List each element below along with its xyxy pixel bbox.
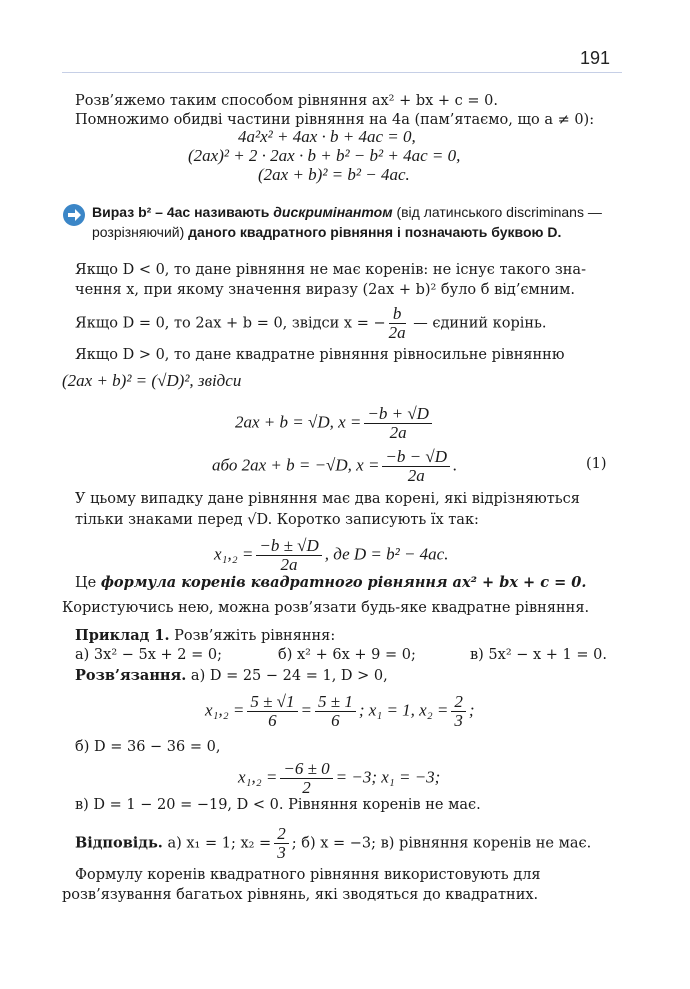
fraction-numerator: −b + √D: [364, 405, 432, 424]
equation: (2ax + b)² = (√D)², звідси: [62, 371, 242, 390]
text-line: розв’язування багатьох рівнянь, які зводяться до квадратних.: [62, 887, 539, 903]
example-a: а) 3x² − 5x + 2 = 0;: [75, 647, 222, 663]
fraction-denominator: 3: [454, 711, 463, 730]
page-number: 191: [580, 48, 611, 68]
arrow-circle-icon: [63, 204, 85, 226]
text-line: Користуючись нею, можна розв’язати будь-яке квадратне рівняння.: [62, 600, 590, 616]
fraction-denominator: 2: [302, 778, 311, 797]
fraction-denominator: 2a: [388, 323, 406, 342]
text-line: [75, 305, 547, 342]
example-title: [75, 627, 335, 645]
equation: (2ax + b)² = b² − 4ac.: [258, 165, 410, 184]
example-c: в) 5x² − x + 1 = 0.: [470, 647, 607, 663]
definition-note: (від латинського discriminans —: [392, 204, 602, 220]
equation: [238, 760, 440, 797]
fraction-denominator: 2a: [280, 555, 298, 574]
equation-part: x₁,₂ =: [238, 767, 278, 787]
definition-text: Вираз b² – 4ac називають: [92, 204, 274, 220]
fraction-denominator: 3: [277, 843, 286, 862]
text-line: чення x, при якому значення виразу (2ax + b)² було б від’ємним.: [75, 282, 576, 298]
example-label: Приклад 1.: [75, 627, 170, 644]
fraction-denominator: 2a: [407, 466, 425, 485]
answer-line: [75, 825, 591, 862]
equation: 4a²x² + 4ax · b + 4ac = 0,: [238, 127, 416, 146]
equation-part: = −3; x₁ = −3;: [335, 767, 441, 787]
fraction-numerator: −6 ± 0: [280, 760, 332, 779]
equation-part: x₁,₂ =: [214, 544, 254, 564]
solution-line: б) D = 36 − 36 = 0,: [75, 739, 221, 755]
equation: [214, 537, 448, 574]
equation-part: ; x₁ = 1, x₂ =: [358, 700, 449, 720]
text-line: тільки знаками перед √D. Коротко записують їх так:: [75, 512, 479, 528]
definition-note: розрізняючий): [92, 224, 189, 240]
fraction-numerator: −b ± √D: [256, 537, 321, 556]
text-line: У цьому випадку дане рівняння має два корені, які відрізняються: [75, 491, 580, 507]
definition-text: даного квадратного рівняння і позначають буквою D.: [188, 224, 562, 240]
fraction-numerator: b: [389, 305, 406, 324]
fraction-numerator: 5 ± √1: [247, 693, 297, 712]
fraction-numerator: 2: [274, 825, 289, 844]
equation-part: або 2ax + b = −√D, x =: [212, 455, 380, 475]
equation-part: , де D = b² − 4ac.: [324, 544, 449, 564]
answer-text: ; б) x = −3; в) рівняння коренів не має.: [291, 835, 592, 852]
text-line: Розв’яжемо таким способом рівняння ax² + bx + c = 0.: [75, 93, 498, 109]
text-part: — єдиний корінь.: [408, 315, 547, 332]
fraction-numerator: 2: [451, 693, 466, 712]
equation: (2ax)² + 2 · 2ax · b + b² − b² + 4ac = 0,: [188, 146, 461, 165]
solution-label: Розв’язання.: [75, 667, 187, 684]
equation-part: =: [300, 700, 312, 720]
formula-name: формула коренів квадратного рівняння ax² + bx + c = 0.: [100, 574, 587, 591]
equation-part: .: [452, 455, 458, 475]
fraction-denominator: 6: [268, 711, 277, 730]
answer-text: а) x₁ = 1; x₂ =: [162, 835, 272, 852]
header-rule: [62, 72, 622, 73]
fraction-denominator: 6: [331, 711, 340, 730]
text-line: Якщо D < 0, то дане рівняння не має коренів: не існує такого зна-: [75, 262, 586, 278]
text-line: Якщо D > 0, то дане квадратне рівняння рівносильне рівнянню: [75, 347, 565, 363]
answer-label: Відповідь.: [75, 834, 163, 852]
solution-text: а) D = 25 − 24 = 1, D > 0,: [186, 668, 388, 684]
equation: [205, 693, 475, 730]
fraction-denominator: 2a: [389, 423, 407, 442]
text-line: Помножимо обидві частини рівняння на 4a (пам’ятаємо, що a ≠ 0):: [75, 112, 595, 128]
definition-line-2: [92, 223, 561, 241]
fraction-numerator: 5 ± 1: [315, 693, 356, 712]
equation-label: (1): [586, 456, 607, 472]
text-part: Це: [75, 575, 101, 591]
solution-line: [75, 667, 388, 685]
text-line: Формулу коренів квадратного рівняння використовують для: [75, 867, 541, 883]
solution-line: в) D = 1 − 20 = −19, D < 0. Рівняння коренів не має.: [75, 797, 481, 813]
equation-part: 2ax + b = √D, x =: [235, 412, 362, 432]
equation: [235, 405, 435, 442]
text-line: [75, 574, 586, 592]
example-text: Розв’яжіть рівняння:: [169, 628, 336, 644]
example-b: б) x² + 6x + 9 = 0;: [278, 647, 416, 663]
equation: [212, 448, 457, 485]
definition-line-1: [92, 203, 602, 221]
definition-term: дискримінантом: [273, 204, 393, 220]
text-part: Якщо D = 0, то 2ax + b = 0, звідси x = −: [75, 315, 386, 332]
fraction-numerator: −b − √D: [382, 448, 450, 467]
equation-part: ;: [468, 700, 475, 720]
equation-part: x₁,₂ =: [205, 700, 245, 720]
